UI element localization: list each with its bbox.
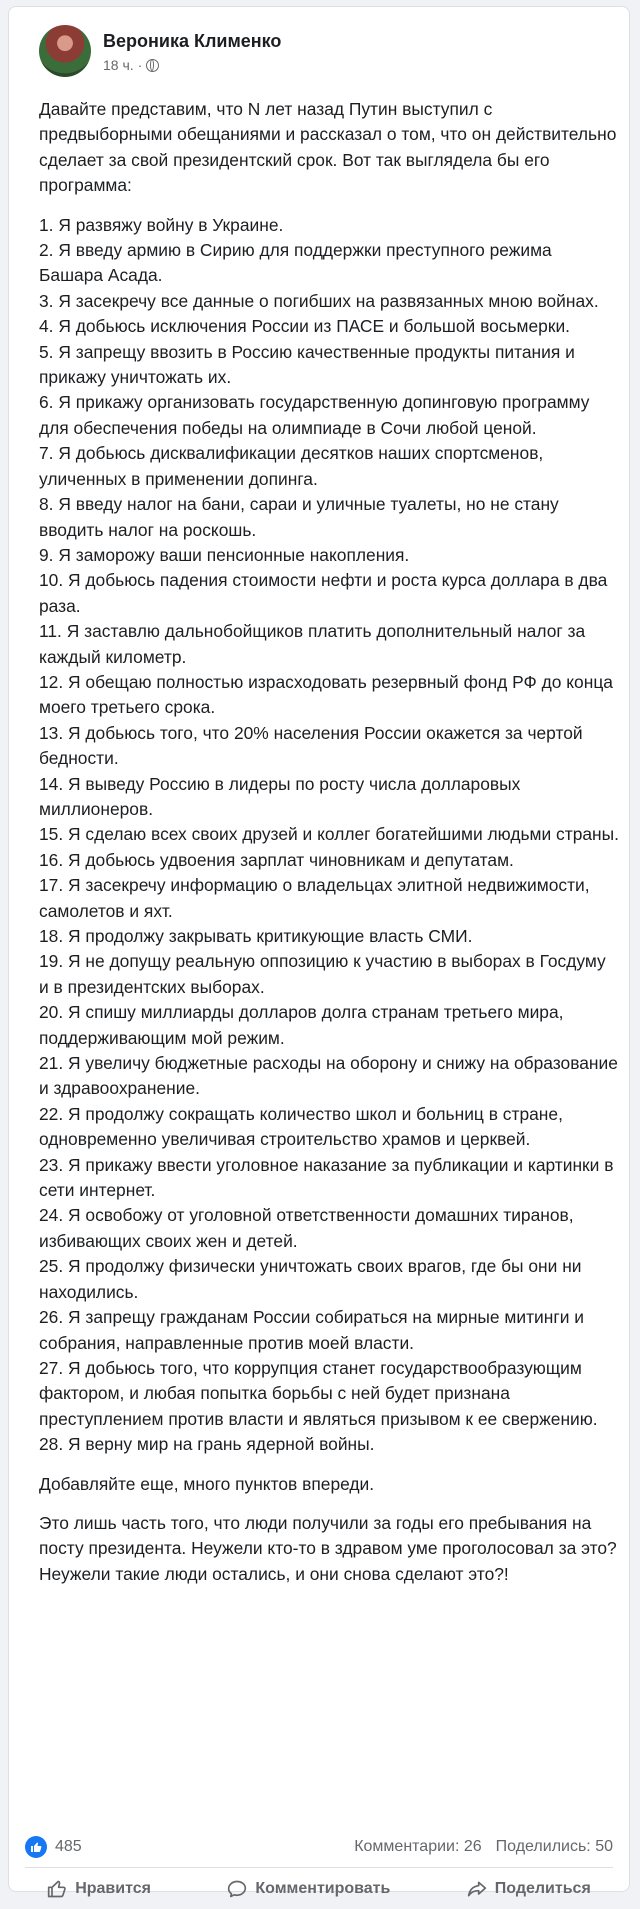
comment-button[interactable] <box>227 1879 390 1899</box>
author-name[interactable]: Вероника Клименко <box>103 31 282 51</box>
list-item: 11. Я заставлю дальнобойщиков платить дополнительный налог за каждый километр. <box>39 621 586 667</box>
list-item: 6. Я прикажу организовать государственную допинговую программу для обеспечения победы на олимпиаде в Сочи любой ценой. <box>39 392 590 438</box>
avatar[interactable] <box>39 25 91 77</box>
list-item: 22. Я продолжу сокращать количество школ и больниц в стране, одновременно увеличивая строительство храмов и церквей. <box>39 1103 563 1150</box>
list-item: 26. Я запрещу гражданам России собираться на мирные митинги и собрания, направленные против моей власти. <box>39 1307 584 1353</box>
likes-count: 485 <box>55 1838 82 1855</box>
likes-count-group[interactable] <box>25 1836 82 1858</box>
list-item: 10. Я добьюсь падения стоимости нефти и роста курса доллара в два раза. <box>39 570 608 616</box>
post-conclusion: Это лишь часть того, что люди получили за годы его пребывания на посту президента. Неужели кто-то в здравом уме проголосовал за это? Неужели такие люди остались, и они снова сделают это?! <box>39 1512 617 1584</box>
like-label: Нравится <box>75 1880 151 1897</box>
list-item: 13. Я добьюсь того, что 20% населения России окажется за чертой бедности. <box>39 722 583 769</box>
share-icon <box>467 1879 487 1899</box>
list-item: 9. Я заморожу ваши пенсионные накопления. <box>39 544 410 565</box>
list-item: 5. Я запрещу ввозить в Россию качественные продукты питания и прикажу уничтожать их. <box>39 341 575 388</box>
list-item: 20. Я спишу миллиарды долларов долга странам третьего мира, поддерживающим мой режим. <box>39 1002 564 1048</box>
list-item: 18. Я продолжу закрывать критикующие власть СМИ. <box>39 926 473 946</box>
list-item: 2. Я введу армию в Сирию для поддержки преступного режима Башара Асада. <box>39 240 552 286</box>
promise-list <box>39 213 619 1458</box>
post-card <box>8 6 630 1897</box>
list-item: 21. Я увеличу бюджетные расходы на оборону и снижу на образование и здравоохранение. <box>39 1053 618 1099</box>
post-addendum: Добавляйте еще, много пунктов впереди. <box>39 1473 375 1494</box>
list-item: 25. Я продолжу физически уничтожать своих врагов, где бы они ни находились. <box>39 1256 582 1302</box>
list-item: 7. Я добьюсь дисквалификации десятков наших спортсменов, уличенных в применении допинга. <box>39 443 544 489</box>
list-item: 27. Я добьюсь того, что коррупция станет государствообразующим фактором, и любая попытка борьбы с ней будет признана преступлением против власти и являться призывом к ее свержению. <box>39 1357 598 1429</box>
like-reaction-icon <box>25 1836 47 1858</box>
engagement-counts <box>354 1838 613 1856</box>
share-button[interactable] <box>467 1879 591 1899</box>
comment-label: Комментировать <box>255 1880 391 1897</box>
list-item: 4. Я добьюсь исключения России из ПАСЕ и большой восьмерки. <box>39 316 570 337</box>
list-item: 28. Я верну мир на грань ядерной войны. <box>39 1434 375 1455</box>
list-item: 17. Я засекречу информацию о владельцах элитной недвижимости, самолетов и яхт. <box>39 875 590 921</box>
dot-separator: · <box>137 57 143 73</box>
list-item: 16. Я добьюсь удвоения зарплат чиновникам и депутатам. <box>39 849 514 870</box>
shares-count[interactable]: Поделились: 50 <box>495 1838 613 1855</box>
post-meta <box>103 57 159 73</box>
post-actions <box>9 1869 629 1909</box>
list-item: 24. Я освобожу от уголовной ответственности домашних тиранов, избивающих своих жен и детей. <box>39 1205 574 1251</box>
list-item: 14. Я выведу Россию в лидеры по росту числа долларовых миллионеров. <box>39 773 521 819</box>
post-stats <box>25 1833 613 1861</box>
share-label: Поделиться <box>494 1880 591 1897</box>
divider <box>25 1867 613 1868</box>
post-body <box>39 97 619 1601</box>
comments-count[interactable]: Комментарии: 26 <box>354 1838 482 1855</box>
list-item: 15. Я сделаю всех своих друзей и коллег богатейшими людьми страны. <box>39 824 619 845</box>
globe-icon[interactable] <box>146 59 159 72</box>
list-item: 12. Я обещаю полностью израсходовать резервный фонд РФ до конца моего третьего срока. <box>39 671 613 718</box>
list-item: 23. Я прикажу ввести уголовное наказание за публикации и картинки в сети интернет. <box>39 1154 614 1201</box>
list-item: 19. Я не допущу реальную оппозицию к участию в выборах в Госдуму и в президентских выборах. <box>39 951 606 997</box>
post-time[interactable]: 18 ч. <box>103 57 134 73</box>
comment-icon <box>227 1879 247 1899</box>
post-intro: Давайте представим, что N лет назад Путин выступил с предвыборными обещаниями и рассказал о том, что он действительно сделает за свой президентский срок. Вот так выглядела бы его программа: <box>39 99 617 196</box>
thumbs-up-icon <box>47 1879 67 1899</box>
like-button[interactable] <box>47 1879 151 1899</box>
list-item: 8. Я введу налог на бани, сараи и уличные туалеты, но не стану вводить налог на роскошь. <box>39 494 559 540</box>
list-item: 1. Я развяжу войну в Украине. <box>39 214 284 235</box>
list-item: 3. Я засекречу все данные о погибших на развязанных мною войнах. <box>39 290 599 311</box>
